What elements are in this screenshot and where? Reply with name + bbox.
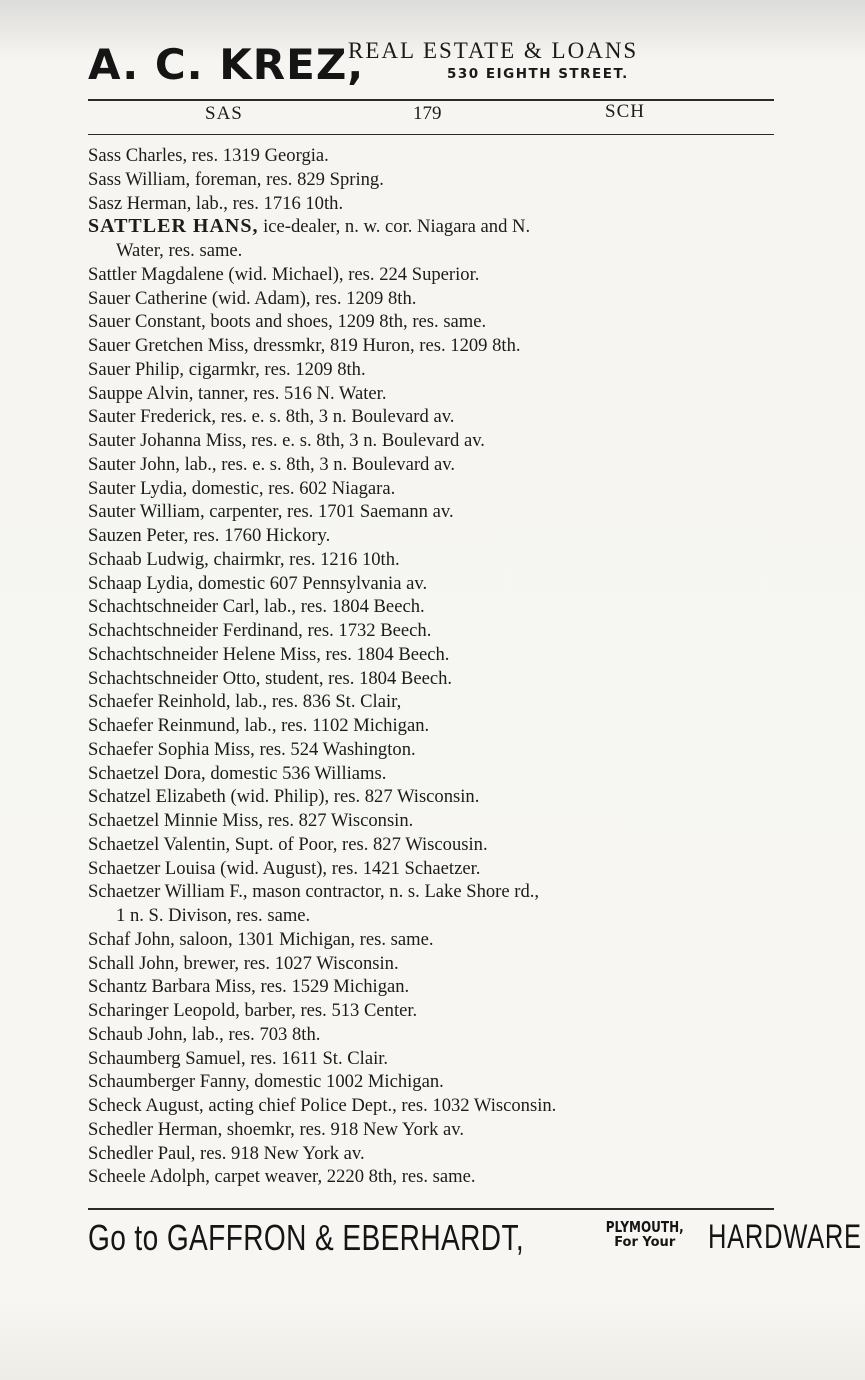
entry-text: Schaetzel Dora, domestic 536 Williams.	[88, 762, 387, 784]
entry-text: Schedler Paul, res. 918 New York av.	[88, 1142, 365, 1164]
entry-line	[88, 215, 774, 239]
running-head-left: SAS	[205, 103, 243, 124]
directory-entry	[88, 1118, 778, 1142]
entry-text: Scheele Adolph, carpet weaver, 2220 8th, res. same.	[88, 1166, 476, 1188]
directory-entry	[88, 714, 778, 738]
directory-entry	[88, 595, 778, 619]
entry-text: Sauter John, lab., res. e. s. 8th, 3 n. Boulevard av.	[88, 453, 455, 475]
entry-text: Sauppe Alvin, tanner, res. 516 N. Water.	[88, 382, 387, 404]
directory-entry	[88, 833, 778, 857]
directory-entry	[88, 168, 778, 192]
page-number: 179	[413, 103, 442, 124]
directory-entry	[88, 548, 778, 572]
entry-text: Schall John, brewer, res. 1027 Wisconsin.	[88, 952, 399, 974]
directory-entry	[88, 667, 778, 691]
directory-entry	[88, 358, 778, 382]
directory-entry	[88, 738, 778, 762]
directory-entry	[88, 1047, 778, 1071]
directory-entry	[88, 952, 778, 976]
footer-ad-small	[596, 1220, 693, 1250]
footer-ad-small-top: PLYMOUTH,	[605, 1218, 684, 1236]
entry-text: Sauter Lydia, domestic, res. 602 Niagara.	[88, 477, 396, 499]
entry-text: Schaap Lydia, domestic 607 Pennsylvania av.	[88, 572, 428, 594]
entry-text: Sauer Philip, cigarmkr, res. 1209 8th.	[88, 358, 366, 380]
directory-entry	[88, 215, 778, 263]
directory-entry	[88, 334, 778, 358]
directory-entry	[88, 524, 778, 548]
entry-text: Schaefer Reinhold, lab., res. 836 St. Clair,	[88, 691, 402, 713]
directory-entry	[88, 287, 778, 311]
entry-text: ice-dealer, n. w. cor. Niagara and N.	[258, 216, 531, 238]
directory-entry	[88, 809, 778, 833]
advertiser-business: REAL ESTATE & LOANS	[348, 38, 639, 63]
entry-text: Sauer Gretchen Miss, dressmkr, 819 Huron, res. 1209 8th.	[88, 335, 521, 356]
directory-entry	[88, 643, 778, 667]
header-rule-top	[88, 99, 774, 101]
entry-text: Schachtschneider Carl, lab., res. 1804 Beech.	[88, 596, 425, 618]
directory-entry	[88, 1094, 778, 1118]
directory-entry	[88, 477, 778, 501]
entry-text: Schaefer Reinmund, lab., res. 1102 Michigan.	[88, 715, 430, 736]
directory-entry	[88, 453, 778, 477]
directory-entry	[88, 429, 778, 453]
entry-text: Sauter William, carpenter, res. 1701 Saemann av.	[88, 501, 454, 523]
footer-ad-main: Go to GAFFRON & EBERHARDT,	[88, 1217, 525, 1258]
directory-entry	[88, 405, 778, 429]
directory-entries	[88, 144, 778, 1189]
entry-text: Schatzel Elizabeth (wid. Philip), res. 827 Wisconsin.	[88, 786, 480, 808]
directory-entry	[88, 857, 778, 881]
directory-entry	[88, 1070, 778, 1094]
entry-text: Schaab Ludwig, chairmkr, res. 1216 10th.	[88, 548, 400, 570]
entry-name-bold: SATTLER HANS,	[88, 215, 259, 238]
entry-text: Sauzen Peter, res. 1760 Hickory.	[88, 525, 331, 546]
entry-text: Sauter Johanna Miss, res. e. s. 8th, 3 n. Boulevard av.	[88, 430, 485, 451]
entry-text: Schaetzer Louisa (wid. August), res. 1421 Schaetzer.	[88, 857, 481, 879]
header-rule-bottom	[88, 134, 774, 135]
advertiser-name: A. C. KREZ,	[88, 40, 365, 89]
directory-entry	[88, 500, 778, 524]
entry-text: Schaetzer William F., mason contractor, n. s. Lake Shore rd.,	[88, 881, 540, 903]
advertiser-address: 530 EIGHTH STREET.	[447, 66, 629, 82]
entry-text: Sass Charles, res. 1319 Georgia.	[88, 145, 329, 166]
entry-continuation: 1 n. S. Divison, res. same.	[116, 905, 311, 926]
running-head-right: SCH	[605, 101, 645, 122]
entry-text: Schaetzel Minnie Miss, res. 827 Wisconsin.	[88, 810, 414, 831]
entry-text: Schaub John, lab., res. 703 8th.	[88, 1023, 321, 1045]
footer-ad-end: HARDWARE	[708, 1218, 862, 1256]
directory-entry	[88, 310, 778, 334]
directory-entry	[88, 785, 778, 809]
directory-entry	[88, 1023, 778, 1047]
directory-entry	[88, 619, 778, 643]
entry-text: Scharinger Leopold, barber, res. 513 Center.	[88, 1000, 418, 1021]
entry-text: Schachtschneider Ferdinand, res. 1732 Beech.	[88, 620, 432, 641]
entry-text: Schaefer Sophia Miss, res. 524 Washington.	[88, 738, 416, 760]
directory-entry	[88, 762, 778, 786]
entry-text: Sattler Magdalene (wid. Michael), res. 224 Superior.	[88, 263, 480, 285]
directory-entry	[88, 690, 778, 714]
directory-entry	[88, 144, 778, 168]
entry-continuation: Water, res. same.	[116, 240, 243, 261]
entry-text: Schaf John, saloon, 1301 Michigan, res. same.	[88, 928, 434, 950]
directory-entry	[88, 975, 778, 999]
entry-text: Schedler Herman, shoemkr, res. 918 New York av.	[88, 1118, 465, 1140]
directory-entry	[88, 1142, 778, 1166]
entry-text: Schaumberger Fanny, domestic 1002 Michigan.	[88, 1071, 444, 1093]
directory-entry	[88, 880, 778, 928]
entry-text: Schaetzel Valentin, Supt. of Poor, res. 827 Wiscousin.	[88, 833, 488, 855]
directory-entry	[88, 382, 778, 406]
directory-entry	[88, 928, 778, 952]
footer-rule	[88, 1208, 774, 1210]
footer-advertisement	[88, 1214, 862, 1264]
entry-text: Schaumberg Samuel, res. 1611 St. Clair.	[88, 1047, 389, 1069]
entry-text: Sauer Catherine (wid. Adam), res. 1209 8th.	[88, 287, 417, 309]
directory-entry	[88, 1165, 778, 1189]
directory-entry	[88, 572, 778, 596]
directory-entry	[88, 192, 778, 216]
entry-text: Schachtschneider Helene Miss, res. 1804 Beech.	[88, 643, 450, 665]
footer-ad-small-bottom: For Your	[614, 1235, 676, 1250]
directory-entry	[88, 263, 778, 287]
entry-text: Sauter Frederick, res. e. s. 8th, 3 n. Boulevard av.	[88, 406, 455, 428]
directory-entry	[88, 999, 778, 1023]
entry-text: Sauer Constant, boots and shoes, 1209 8th, res. same.	[88, 311, 487, 333]
entry-text: Schantz Barbara Miss, res. 1529 Michigan.	[88, 976, 410, 998]
entry-text: Scheck August, acting chief Police Dept., res. 1032 Wisconsin.	[88, 1095, 557, 1116]
entry-text: Sasz Herman, lab., res. 1716 10th.	[88, 192, 344, 214]
entry-text: Sass William, foreman, res. 829 Spring.	[88, 168, 384, 190]
entry-text: Schachtschneider Otto, student, res. 1804 Beech.	[88, 667, 453, 689]
